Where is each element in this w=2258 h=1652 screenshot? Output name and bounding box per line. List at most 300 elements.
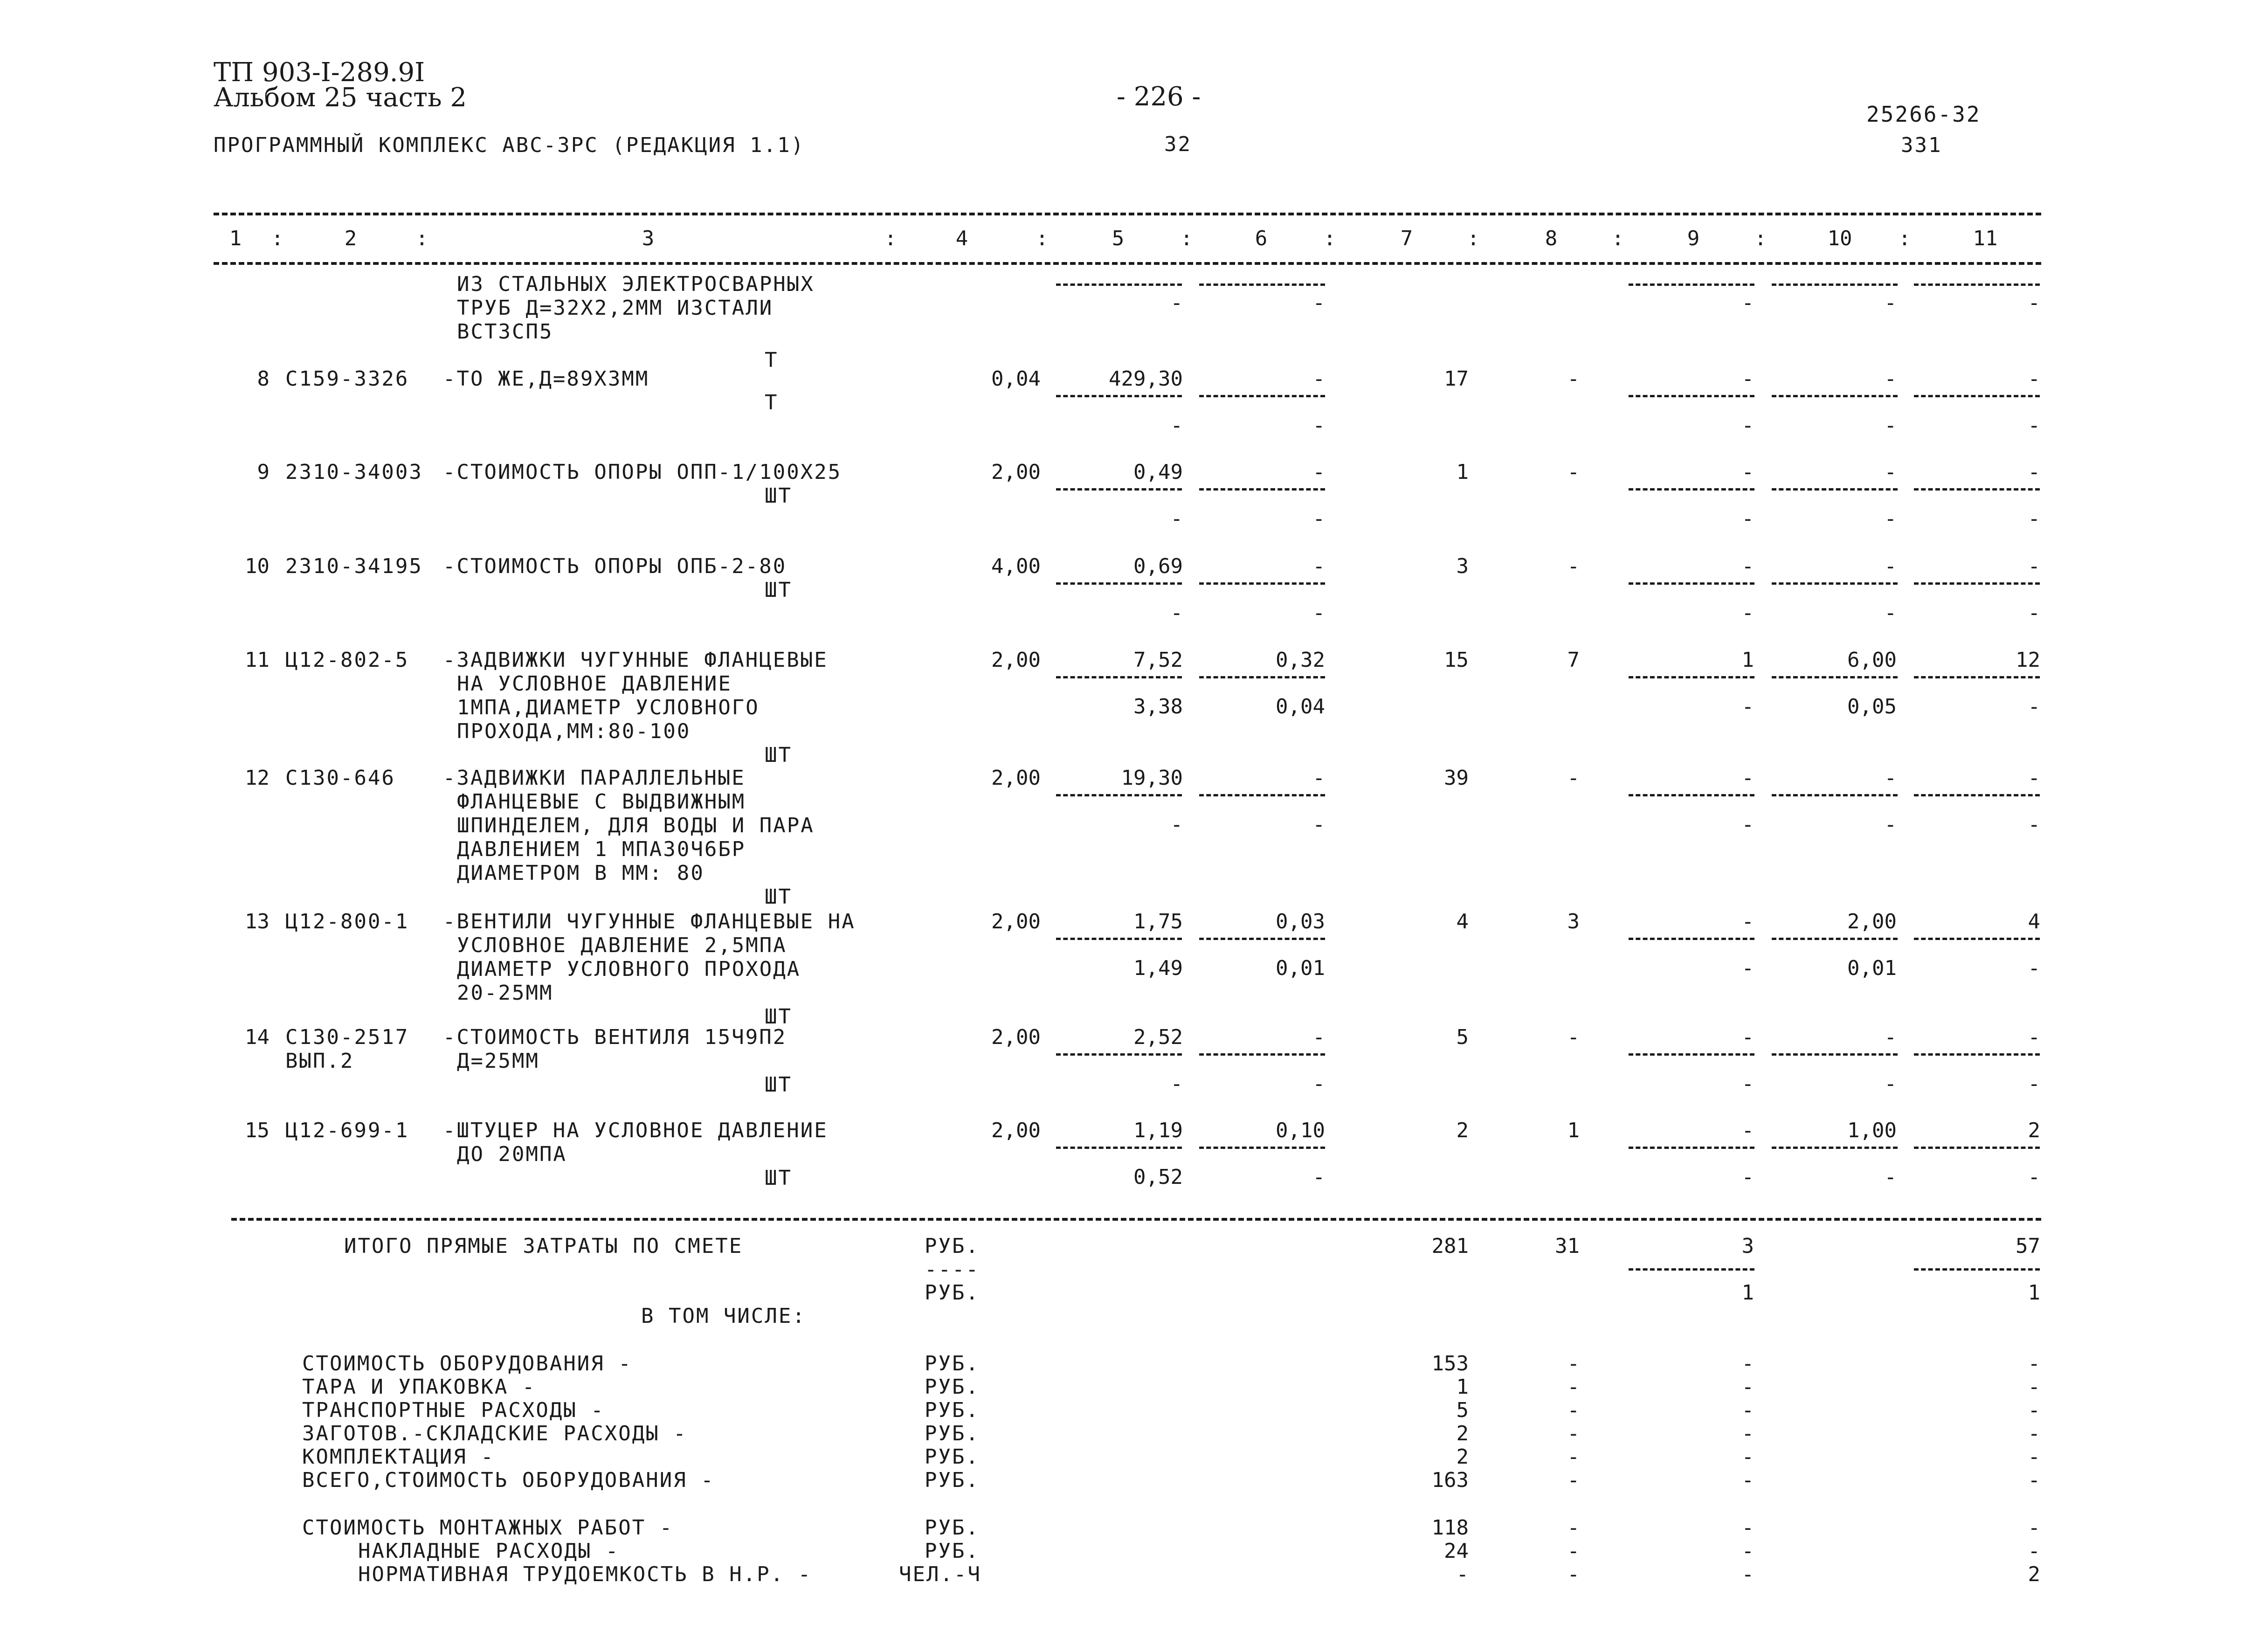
cell-c10b: - xyxy=(1884,507,1897,531)
summary-label: ТАРА И УПАКОВКА - xyxy=(302,1375,536,1399)
summary-unit: ЧЕЛ.-Ч xyxy=(899,1562,981,1586)
value-divider xyxy=(1914,283,2040,286)
row-description: ИЗ СТАЛЬНЫХ ЭЛЕКТРОСВАРНЫХ xyxy=(457,272,815,296)
cell-c6: - xyxy=(1312,1025,1325,1049)
value-divider xyxy=(1629,938,1754,940)
cell-qty: 2,00 xyxy=(991,910,1041,933)
row-unit: Т xyxy=(765,391,779,415)
value-divider xyxy=(1199,676,1325,678)
cell-c9b: - xyxy=(1741,956,1754,980)
cell-c10: - xyxy=(1884,1025,1897,1049)
cell-c11b: - xyxy=(2028,1072,2040,1096)
row-description: -ШТУЦЕР НА УСЛОВНОЕ ДАВЛЕНИЕ xyxy=(443,1119,828,1142)
cell-c5: 429,30 xyxy=(1109,367,1183,391)
cell-c6: - xyxy=(1312,460,1325,484)
row-description: -ВЕНТИЛИ ЧУГУННЫЕ ФЛАНЦЕВЫЕ НА xyxy=(443,910,856,933)
row-unit: ШТ xyxy=(765,743,792,767)
cell-c10b: 0,05 xyxy=(1847,695,1897,719)
row-description: НА УСЛОВНОЕ ДАВЛЕНИЕ xyxy=(457,672,732,696)
value-divider xyxy=(1914,676,2040,678)
summary-c7: 163 xyxy=(1431,1468,1469,1492)
value-divider xyxy=(1629,582,1754,585)
row-number: 11 xyxy=(245,648,269,672)
totals-c11: 57 xyxy=(2016,1234,2040,1258)
column-separator: : xyxy=(271,227,284,250)
cell-c6: 0,03 xyxy=(1276,910,1325,933)
row-code: 2310-34003 xyxy=(285,460,423,484)
column-header-8: 8 xyxy=(1545,227,1558,250)
summary-c11: - xyxy=(2028,1375,2040,1399)
summary-c8: - xyxy=(1567,1539,1580,1563)
cell-c8: 3 xyxy=(1567,910,1580,933)
summary-unit: РУБ. xyxy=(925,1398,980,1422)
value-divider xyxy=(1199,1053,1325,1056)
cell-c9b: - xyxy=(1741,414,1754,437)
value-divider xyxy=(1199,395,1325,397)
value-divider xyxy=(1772,1053,1898,1056)
value-divider xyxy=(1056,676,1182,678)
value-divider xyxy=(1199,794,1325,796)
row-unit: ШТ xyxy=(765,885,792,909)
cell-c5: 0,49 xyxy=(1133,460,1183,484)
summary-c7: 2 xyxy=(1456,1445,1469,1469)
column-header-11: 11 xyxy=(1973,227,1998,250)
totals-c7: 281 xyxy=(1431,1234,1469,1258)
cell-c8: - xyxy=(1567,1025,1580,1049)
cell-c11b: - xyxy=(2028,813,2040,836)
row-description: ДИАМЕТР УСЛОВНОГО ПРОХОДА xyxy=(457,957,801,981)
including-label: В ТОМ ЧИСЛЕ: xyxy=(641,1304,806,1328)
cell-c8: - xyxy=(1567,460,1580,484)
row-description: ШПИНДЕЛЕМ, ДЛЯ ВОДЫ И ПАРА xyxy=(457,814,815,837)
cell-c10b: 0,01 xyxy=(1847,956,1897,980)
row-description: ФЛАНЦЕВЫЕ С ВЫДВИЖНЫМ xyxy=(457,790,746,814)
column-separator: : xyxy=(1898,227,1911,250)
summary-c9: - xyxy=(1741,1445,1754,1469)
cell-c5b: - xyxy=(1170,601,1183,625)
summary-unit: РУБ. xyxy=(925,1445,980,1469)
column-separator: : xyxy=(1180,227,1193,250)
summary-c11: - xyxy=(2028,1352,2040,1376)
summary-c8: - xyxy=(1567,1352,1580,1376)
value-dash: - xyxy=(1741,291,1754,315)
cell-c6b: - xyxy=(1312,601,1325,625)
row-unit: ШТ xyxy=(765,1005,792,1029)
row-description: ДО 20МПА xyxy=(457,1142,567,1166)
cell-c6: - xyxy=(1312,766,1325,790)
summary-c7: 118 xyxy=(1431,1516,1469,1540)
cell-c10: - xyxy=(1884,367,1897,391)
cell-c9: - xyxy=(1741,910,1754,933)
cell-c9: - xyxy=(1741,460,1754,484)
row-description: -ЗАДВИЖКИ ЧУГУННЫЕ ФЛАНЦЕВЫЕ xyxy=(443,648,828,672)
summary-unit: РУБ. xyxy=(925,1539,980,1563)
doc-code: ТП 903-I-289.9I xyxy=(214,57,425,88)
value-divider xyxy=(1629,395,1754,397)
totals-rule xyxy=(231,1218,2041,1221)
value-divider xyxy=(1914,582,2040,585)
value-divider xyxy=(1629,1147,1754,1149)
cell-qty: 0,04 xyxy=(991,367,1041,391)
value-divider xyxy=(1914,1268,2040,1271)
value-divider xyxy=(1772,395,1898,397)
row-code: 2310-34195 xyxy=(285,554,423,578)
value-divider xyxy=(1629,1268,1754,1271)
cell-c5: 0,69 xyxy=(1133,554,1183,578)
column-separator: : xyxy=(1467,227,1480,250)
column-header-1: 1 xyxy=(229,227,242,250)
cell-c11: 4 xyxy=(2028,910,2040,933)
row-description: 1МПА,ДИАМЕТР УСЛОВНОГО xyxy=(457,696,760,719)
cell-c6b: - xyxy=(1312,813,1325,836)
summary-c7: - xyxy=(1456,1562,1469,1586)
cell-c10: - xyxy=(1884,766,1897,790)
cell-c9b: - xyxy=(1741,507,1754,531)
album-label: Альбом 25 часть 2 xyxy=(214,83,467,113)
value-divider xyxy=(1056,1053,1182,1056)
row-number: 10 xyxy=(245,554,269,578)
row-description: Д=25ММ xyxy=(457,1049,539,1073)
cell-c5b: 1,49 xyxy=(1133,956,1183,980)
cell-c6: 0,32 xyxy=(1276,648,1325,672)
value-divider xyxy=(1914,488,2040,491)
row-description: 20-25ММ xyxy=(457,981,553,1005)
column-header-9: 9 xyxy=(1687,227,1700,250)
cell-c11b: - xyxy=(2028,414,2040,437)
cell-c6b: - xyxy=(1312,414,1325,437)
cell-c10: - xyxy=(1884,460,1897,484)
row-description: -СТОИМОСТЬ ОПОРЫ ОПБ-2-80 xyxy=(443,554,787,578)
summary-c11: 2 xyxy=(2028,1562,2040,1586)
cell-c5: 1,75 xyxy=(1133,910,1183,933)
value-divider xyxy=(1199,938,1325,940)
value-divider xyxy=(1056,582,1182,585)
cell-c6: - xyxy=(1312,367,1325,391)
row-unit: Т xyxy=(765,348,779,373)
summary-c8: - xyxy=(1567,1445,1580,1469)
cell-c11b: - xyxy=(2028,695,2040,719)
column-header-6: 6 xyxy=(1255,227,1268,250)
summary-label: СТОИМОСТЬ ОБОРУДОВАНИЯ - xyxy=(302,1352,632,1376)
summary-unit: РУБ. xyxy=(925,1422,980,1445)
value-divider xyxy=(1629,676,1754,678)
cell-c10: 1,00 xyxy=(1847,1119,1897,1142)
cell-c11b: - xyxy=(2028,601,2040,625)
cell-c8: - xyxy=(1567,766,1580,790)
column-separator: : xyxy=(1611,227,1624,250)
cell-c5b: - xyxy=(1170,1072,1183,1096)
cell-c6b: 0,01 xyxy=(1276,956,1325,980)
totals-label: ИТОГО ПРЯМЫЕ ЗАТРАТЫ ПО СМЕТЕ xyxy=(344,1234,743,1258)
cell-c5b: 3,38 xyxy=(1133,695,1183,719)
row-description: ДИАМЕТРОМ В ММ: 80 xyxy=(457,861,704,885)
summary-c9: - xyxy=(1741,1539,1754,1563)
row-description: -ЗАДВИЖКИ ПАРАЛЛЕЛЬНЫЕ xyxy=(443,766,746,790)
summary-c11: - xyxy=(2028,1468,2040,1492)
cell-c9: - xyxy=(1741,1025,1754,1049)
summary-c11: - xyxy=(2028,1539,2040,1563)
row-description: УСЛОВНОЕ ДАВЛЕНИЕ 2,5МПА xyxy=(457,933,787,957)
row-code-extra: ВЫП.2 xyxy=(285,1049,354,1073)
column-separator: : xyxy=(1754,227,1767,250)
summary-c11: - xyxy=(2028,1445,2040,1469)
row-code: С130-646 xyxy=(285,766,395,790)
value-divider xyxy=(1772,488,1898,491)
column-separator: : xyxy=(1323,227,1336,250)
summary-c7: 1 xyxy=(1456,1375,1469,1399)
cell-c10b: - xyxy=(1884,414,1897,437)
cell-c9b: - xyxy=(1741,1165,1754,1189)
cell-c9: - xyxy=(1741,766,1754,790)
value-divider xyxy=(1056,395,1182,397)
column-separator: : xyxy=(884,227,897,250)
value-divider xyxy=(1772,794,1898,796)
value-dash: - xyxy=(1884,291,1897,315)
cell-c7: 39 xyxy=(1444,766,1469,790)
summary-label: СТОИМОСТЬ МОНТАЖНЫХ РАБОТ - xyxy=(302,1516,674,1540)
cell-c5b: - xyxy=(1170,507,1183,531)
summary-unit: РУБ. xyxy=(925,1516,980,1540)
row-code: Ц12-800-1 xyxy=(285,910,409,933)
cell-c6: 0,10 xyxy=(1276,1119,1325,1142)
row-code: Ц12-802-5 xyxy=(285,648,409,672)
summary-c9: - xyxy=(1741,1398,1754,1422)
column-header-7: 7 xyxy=(1400,227,1413,250)
value-dash: - xyxy=(1312,291,1325,315)
column-header-10: 10 xyxy=(1827,227,1852,250)
summary-label: НОРМАТИВНАЯ ТРУДОЕМКОСТЬ В Н.Р. - xyxy=(358,1562,812,1586)
cell-c6b: - xyxy=(1312,507,1325,531)
row-description: ТРУБ Д=32Х2,2ММ ИЗСТАЛИ xyxy=(457,296,773,320)
value-divider xyxy=(1629,283,1754,286)
column-header-4: 4 xyxy=(955,227,968,250)
value-divider xyxy=(1056,794,1182,796)
value-divider xyxy=(1772,938,1898,940)
program-title: ПРОГРАММНЫЙ КОМПЛЕКС АВС-3РС (РЕДАКЦИЯ 1.1) xyxy=(214,133,805,157)
stamp-number: 25266-32 xyxy=(1866,102,1981,127)
cell-c9: - xyxy=(1741,554,1754,578)
summary-unit: РУБ. xyxy=(925,1352,980,1376)
summary-c11: - xyxy=(2028,1422,2040,1445)
value-divider xyxy=(1629,1053,1754,1056)
row-code: Ц12-699-1 xyxy=(285,1119,409,1142)
value-divider xyxy=(1629,488,1754,491)
cell-c5: 7,52 xyxy=(1133,648,1183,672)
row-code: С130-2517 xyxy=(285,1025,409,1049)
summary-c9: - xyxy=(1741,1516,1754,1540)
cell-c5: 2,52 xyxy=(1133,1025,1183,1049)
row-code: С159-3326 xyxy=(285,367,409,391)
cell-qty: 2,00 xyxy=(991,1025,1041,1049)
cell-c9b: - xyxy=(1741,601,1754,625)
summary-label: ЗАГОТОВ.-СКЛАДСКИЕ РАСХОДЫ - xyxy=(302,1422,687,1445)
cell-c11: 2 xyxy=(2028,1119,2040,1142)
value-divider xyxy=(1056,488,1182,491)
cell-c11: - xyxy=(2028,460,2040,484)
summary-label: ВСЕГО,СТОИМОСТЬ ОБОРУДОВАНИЯ - xyxy=(302,1468,715,1492)
cell-c6b: - xyxy=(1312,1072,1325,1096)
sheet-number: 32 xyxy=(1164,132,1192,156)
cell-c5b: - xyxy=(1170,414,1183,437)
value-divider xyxy=(1199,283,1325,286)
cell-c5: 1,19 xyxy=(1133,1119,1183,1142)
row-description: -СТОИМОСТЬ ВЕНТИЛЯ 15Ч9П2 xyxy=(443,1025,787,1049)
cell-c10: 6,00 xyxy=(1847,648,1897,672)
summary-label: КОМПЛЕКТАЦИЯ - xyxy=(302,1445,495,1469)
value-divider xyxy=(1914,938,2040,940)
cell-c10b: - xyxy=(1884,1165,1897,1189)
row-number: 8 xyxy=(257,367,269,391)
summary-c7: 2 xyxy=(1456,1422,1469,1445)
cell-c5b: 0,52 xyxy=(1133,1165,1183,1189)
totals-c9: 3 xyxy=(1741,1234,1754,1258)
column-separator: : xyxy=(1036,227,1049,250)
cell-c11b: - xyxy=(2028,507,2040,531)
cell-c11: 12 xyxy=(2016,648,2040,672)
row-description: -СТОИМОСТЬ ОПОРЫ ОПП-1/100Х25 xyxy=(443,460,842,484)
cell-c7: 4 xyxy=(1456,910,1469,933)
cell-c11: - xyxy=(2028,554,2040,578)
cell-c10: 2,00 xyxy=(1847,910,1897,933)
cell-qty: 4,00 xyxy=(991,554,1041,578)
page-number: - 226 - xyxy=(1117,82,1201,112)
summary-c7: 24 xyxy=(1444,1539,1469,1563)
totals-unit: РУБ. xyxy=(925,1234,980,1258)
cell-c7: 3 xyxy=(1456,554,1469,578)
value-divider xyxy=(1629,794,1754,796)
cell-qty: 2,00 xyxy=(991,648,1041,672)
value-divider xyxy=(1199,488,1325,491)
row-description: ПРОХОДА,ММ:80-100 xyxy=(457,719,691,743)
value-divider xyxy=(1056,283,1182,286)
summary-c8: - xyxy=(1567,1468,1580,1492)
cell-c6b: 0,04 xyxy=(1276,695,1325,719)
cell-c7: 17 xyxy=(1444,367,1469,391)
value-divider xyxy=(1199,1147,1325,1149)
row-unit: ШТ xyxy=(765,484,792,508)
row-number: 9 xyxy=(257,460,269,484)
cell-c6b: - xyxy=(1312,1165,1325,1189)
totals-dash: ---- xyxy=(925,1258,980,1281)
cell-c9b: - xyxy=(1741,813,1754,836)
cell-c10: - xyxy=(1884,554,1897,578)
cell-c7: 1 xyxy=(1456,460,1469,484)
value-divider xyxy=(1772,1147,1898,1149)
row-unit: ШТ xyxy=(765,1073,792,1097)
value-dash: - xyxy=(1170,291,1183,315)
cell-c8: 7 xyxy=(1567,648,1580,672)
totals-unit-2: РУБ. xyxy=(925,1281,980,1305)
value-divider xyxy=(1914,395,2040,397)
value-divider xyxy=(1914,1053,2040,1056)
totals-c8: 31 xyxy=(1555,1234,1580,1258)
cell-c9: 1 xyxy=(1741,648,1754,672)
row-number: 15 xyxy=(245,1119,269,1142)
summary-c9: - xyxy=(1741,1562,1754,1586)
cell-c8: - xyxy=(1567,367,1580,391)
value-dash: - xyxy=(2028,291,2040,315)
cell-c10b: - xyxy=(1884,1072,1897,1096)
cell-c9b: - xyxy=(1741,1072,1754,1096)
summary-unit: РУБ. xyxy=(925,1375,980,1399)
header-bottom-rule xyxy=(214,262,2041,265)
cell-c10b: - xyxy=(1884,601,1897,625)
column-header-5: 5 xyxy=(1112,227,1125,250)
column-header-2: 2 xyxy=(344,227,357,250)
cell-c9: - xyxy=(1741,1119,1754,1142)
value-divider xyxy=(1772,676,1898,678)
cell-c11b: - xyxy=(2028,1165,2040,1189)
row-number: 12 xyxy=(245,766,269,790)
totals-c11b: 1 xyxy=(2028,1281,2040,1305)
cell-c8: 1 xyxy=(1567,1119,1580,1142)
value-divider xyxy=(1056,938,1182,940)
summary-label: НАКЛАДНЫЕ РАСХОДЫ - xyxy=(358,1539,620,1563)
top-rule xyxy=(214,213,2041,215)
cell-qty: 2,00 xyxy=(991,460,1041,484)
summary-c7: 153 xyxy=(1431,1352,1469,1376)
summary-label: ТРАНСПОРТНЫЕ РАСХОДЫ - xyxy=(302,1398,605,1422)
value-divider xyxy=(1199,582,1325,585)
cell-c8: - xyxy=(1567,554,1580,578)
cell-c7: 5 xyxy=(1456,1025,1469,1049)
value-divider xyxy=(1914,1147,2040,1149)
summary-c11: - xyxy=(2028,1516,2040,1540)
cell-c5b: - xyxy=(1170,813,1183,836)
cell-qty: 2,00 xyxy=(991,766,1041,790)
summary-c8: - xyxy=(1567,1398,1580,1422)
row-description: ДАВЛЕНИЕМ 1 МПА30Ч6БР xyxy=(457,837,746,861)
value-divider xyxy=(1772,283,1898,286)
reference-number: 331 xyxy=(1901,133,1942,157)
cell-c5: 19,30 xyxy=(1121,766,1183,790)
summary-c8: - xyxy=(1567,1422,1580,1445)
column-separator: : xyxy=(415,227,428,250)
row-unit: ШТ xyxy=(765,578,792,602)
summary-c8: - xyxy=(1567,1562,1580,1586)
summary-c7: 5 xyxy=(1456,1398,1469,1422)
totals-c9b: 1 xyxy=(1741,1281,1754,1305)
row-unit: ШТ xyxy=(765,1166,792,1190)
cell-c7: 2 xyxy=(1456,1119,1469,1142)
summary-c9: - xyxy=(1741,1422,1754,1445)
column-header-3: 3 xyxy=(642,227,655,250)
cell-c10b: - xyxy=(1884,813,1897,836)
summary-c8: - xyxy=(1567,1516,1580,1540)
cell-c7: 15 xyxy=(1444,648,1469,672)
cell-c11b: - xyxy=(2028,956,2040,980)
row-number: 13 xyxy=(245,910,269,933)
cell-c9b: - xyxy=(1741,695,1754,719)
summary-c11: - xyxy=(2028,1398,2040,1422)
cell-c11: - xyxy=(2028,367,2040,391)
summary-unit: РУБ. xyxy=(925,1468,980,1492)
row-description: ВСТ3СП5 xyxy=(457,320,553,344)
cell-c11: - xyxy=(2028,766,2040,790)
row-number: 14 xyxy=(245,1025,269,1049)
cell-qty: 2,00 xyxy=(991,1119,1041,1142)
summary-c9: - xyxy=(1741,1468,1754,1492)
value-divider xyxy=(1772,582,1898,585)
summary-c9: - xyxy=(1741,1375,1754,1399)
row-description: -ТО ЖЕ,Д=89Х3ММ xyxy=(443,367,649,391)
value-divider xyxy=(1056,1147,1182,1149)
summary-c9: - xyxy=(1741,1352,1754,1376)
cell-c6: - xyxy=(1312,554,1325,578)
value-divider xyxy=(1914,794,2040,796)
cell-c11: - xyxy=(2028,1025,2040,1049)
summary-c8: - xyxy=(1567,1375,1580,1399)
